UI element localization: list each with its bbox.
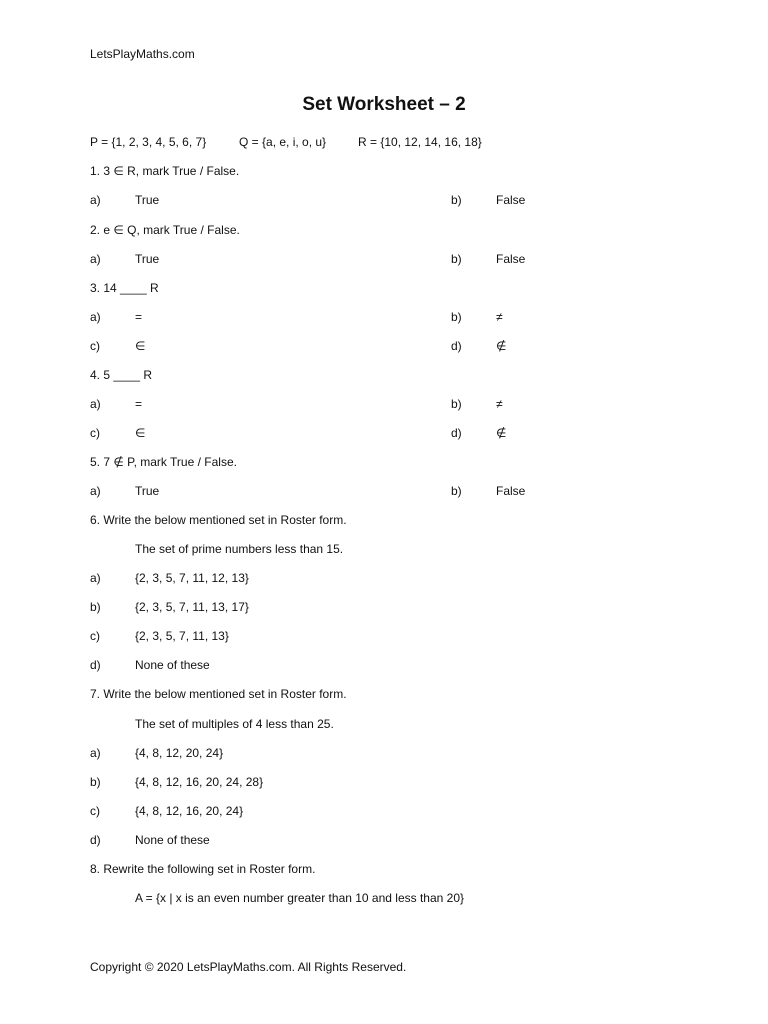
set-p-definition: P = {1, 2, 3, 4, 5, 6, 7} [90, 135, 207, 149]
option-text: {4, 8, 12, 16, 20, 24} [135, 804, 244, 818]
option-text: ∉ [496, 426, 507, 440]
question-4: 4. 5 ____ R [90, 368, 153, 382]
option-label: a) [90, 252, 101, 266]
option-label: c) [90, 629, 100, 643]
option-text: {2, 3, 5, 7, 11, 12, 13} [135, 571, 249, 585]
page-title: Set Worksheet – 2 [302, 94, 466, 115]
question-5: 5. 7 ∉ P, mark True / False. [90, 455, 237, 469]
option-label: a) [90, 310, 101, 324]
option-label: a) [90, 746, 101, 760]
option-label: b) [451, 397, 462, 411]
option-text: ≠ [496, 310, 503, 324]
option-text: True [135, 252, 160, 266]
option-text: ∈ [135, 339, 146, 353]
option-label: d) [451, 426, 462, 440]
option-label: a) [90, 193, 101, 207]
option-text: ∈ [135, 426, 146, 440]
question-1: 1. 3 ∈ R, mark True / False. [90, 164, 240, 178]
option-text: False [496, 252, 526, 266]
question-7: 7. Write the below mentioned set in Roster form. [90, 687, 347, 701]
option-label: b) [451, 193, 462, 207]
question-6: 6. Write the below mentioned set in Roster form. [90, 513, 347, 527]
option-label: b) [451, 484, 462, 498]
option-text: = [135, 310, 143, 324]
option-text: {2, 3, 5, 7, 11, 13} [135, 629, 229, 643]
question-8: 8. Rewrite the following set in Roster form. [90, 862, 316, 876]
option-label: b) [451, 252, 462, 266]
option-label: b) [90, 600, 101, 614]
option-text: {2, 3, 5, 7, 11, 13, 17} [135, 600, 249, 614]
option-text: {4, 8, 12, 20, 24} [135, 746, 224, 760]
option-text: None of these [135, 658, 210, 672]
set-r-definition: R = {10, 12, 14, 16, 18} [358, 135, 482, 149]
question-prompt: A = {x | x is an even number greater than 10 and less than 20} [135, 891, 465, 905]
option-text: None of these [135, 833, 210, 847]
option-text: {4, 8, 12, 16, 20, 24, 28} [135, 775, 264, 789]
option-text: ≠ [496, 397, 503, 411]
option-label: a) [90, 397, 101, 411]
option-text: = [135, 397, 143, 411]
option-text: True [135, 484, 160, 498]
option-label: d) [90, 658, 101, 672]
option-label: c) [90, 426, 100, 440]
option-text: False [496, 193, 526, 207]
question-2: 2. e ∈ Q, mark True / False. [90, 223, 240, 237]
option-label: b) [90, 775, 101, 789]
option-text: False [496, 484, 526, 498]
option-label: d) [90, 833, 101, 847]
question-3: 3. 14 ____ R [90, 281, 159, 295]
copyright-footer: Copyright © 2020 LetsPlayMaths.com. All Rights Reserved. [90, 960, 407, 974]
option-label: c) [90, 804, 100, 818]
site-header: LetsPlayMaths.com [90, 47, 195, 61]
option-label: d) [451, 339, 462, 353]
option-label: a) [90, 571, 101, 585]
option-label: c) [90, 339, 100, 353]
set-q-definition: Q = {a, e, i, o, u} [239, 135, 327, 149]
question-prompt: The set of multiples of 4 less than 25. [135, 717, 334, 731]
option-label: a) [90, 484, 101, 498]
option-text: ∉ [496, 339, 507, 353]
question-prompt: The set of prime numbers less than 15. [135, 542, 344, 556]
option-label: b) [451, 310, 462, 324]
option-text: True [135, 193, 160, 207]
